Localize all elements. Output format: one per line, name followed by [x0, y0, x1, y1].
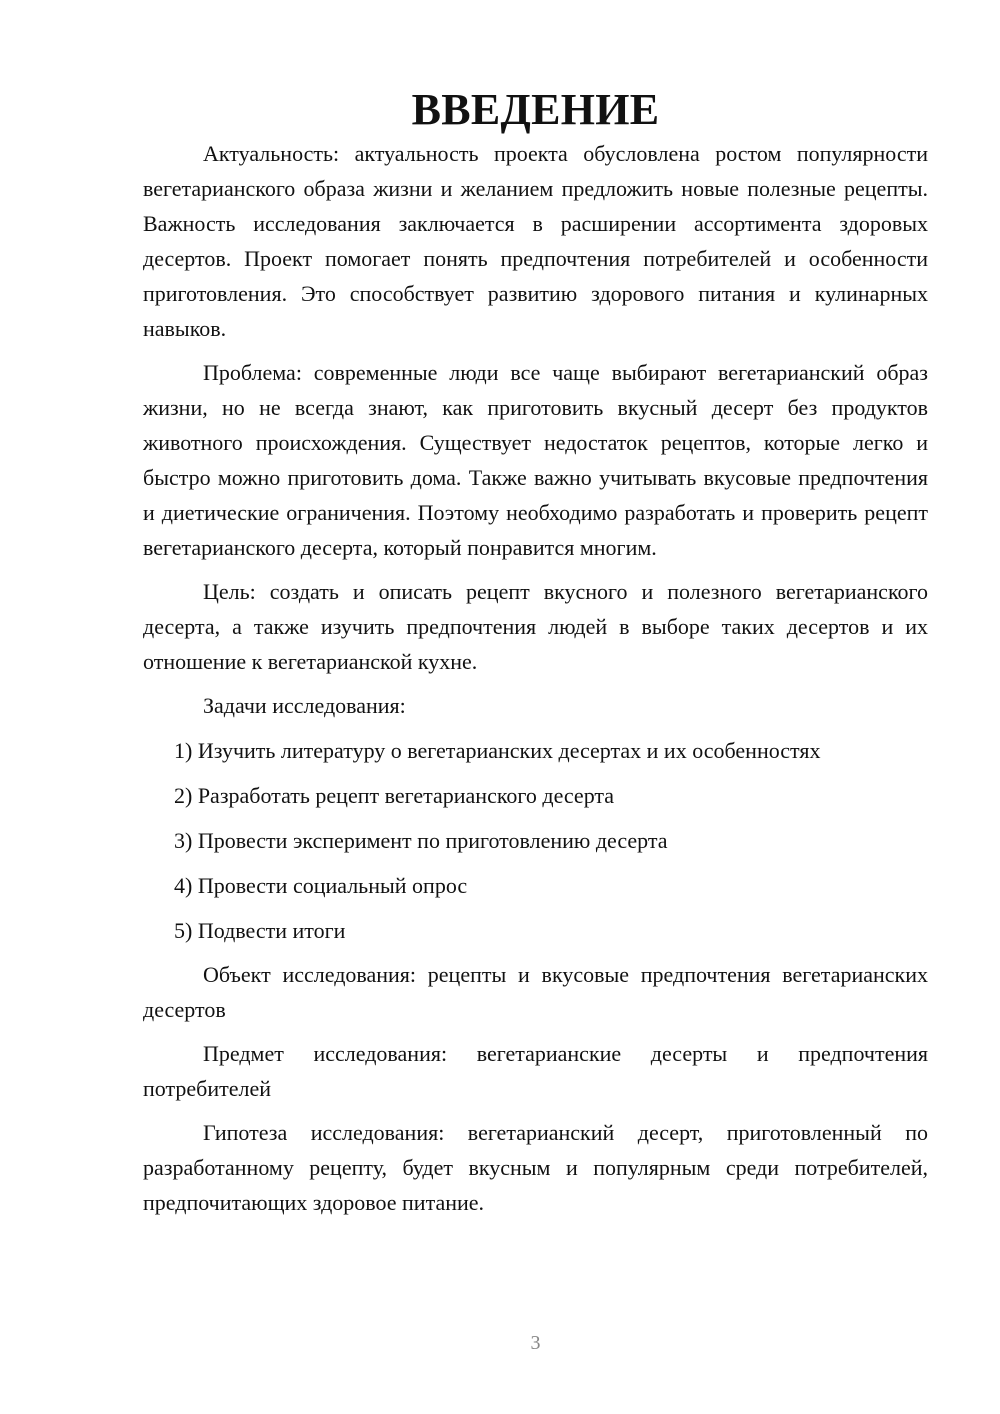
tasks-list — [143, 733, 928, 948]
page-body — [143, 85, 928, 1220]
list-item: 1) Изучить литературу о вегетарианских десертах и их особенностях — [174, 738, 821, 763]
paragraph-hypothesis: Гипотеза исследования: вегетарианский десерт, приготовленный по разработанному рецепту, будет вкусным и популярным среди потребителей, предпочитающих здоровое питание. — [143, 1120, 928, 1215]
paragraph-goal: Цель: создать и описать рецепт вкусного и полезного вегетарианского десерта, а также изучить предпочтения людей в выборе таких десертов и их отношение к вегетарианской кухне. — [143, 579, 928, 674]
list-item: 3) Провести эксперимент по приготовлению десерта — [174, 828, 668, 853]
list-item: 5) Подвести итоги — [174, 918, 346, 943]
list-item: 4) Провести социальный опрос — [174, 873, 468, 898]
page-heading: ВВЕДЕНИЕ — [411, 85, 660, 134]
page-number: 3 — [530, 1332, 541, 1354]
paragraph-object: Объект исследования: рецепты и вкусовые предпочтения вегетарианских десертов — [143, 962, 928, 1022]
paragraph-subject: Предмет исследования: вегетарианские десерты и предпочтения потребителей — [143, 1041, 928, 1101]
paragraph-problem: Проблема: современные люди все чаще выбирают вегетарианский образ жизни, но не всегда знают, как приготовить вкусный десерт без продуктов животного происхождения. Существует недостаток рецептов, которые легко и быстро можно приготовить дома. Также важно учитывать вкусовые предпочтения и диетические ограничения. Поэтому необходимо разработать и проверить рецепт вегетарианского десерта, который понравится многим. — [143, 360, 928, 560]
paragraph-relevance: Актуальность: актуальность проекта обусловлена ростом популярности вегетарианского образа жизни и желанием предложить новые полезные рецепты. Важность исследования заключается в расширении ассортимента здоровых десертов. Проект помогает понять предпочтения потребителей и особенности приготовления. Это способствует развитию здорового питания и кулинарных навыков. — [143, 141, 928, 341]
list-item: 2) Разработать рецепт вегетарианского десерта — [174, 783, 615, 808]
paragraph-tasks-heading: Задачи исследования: — [203, 693, 406, 718]
